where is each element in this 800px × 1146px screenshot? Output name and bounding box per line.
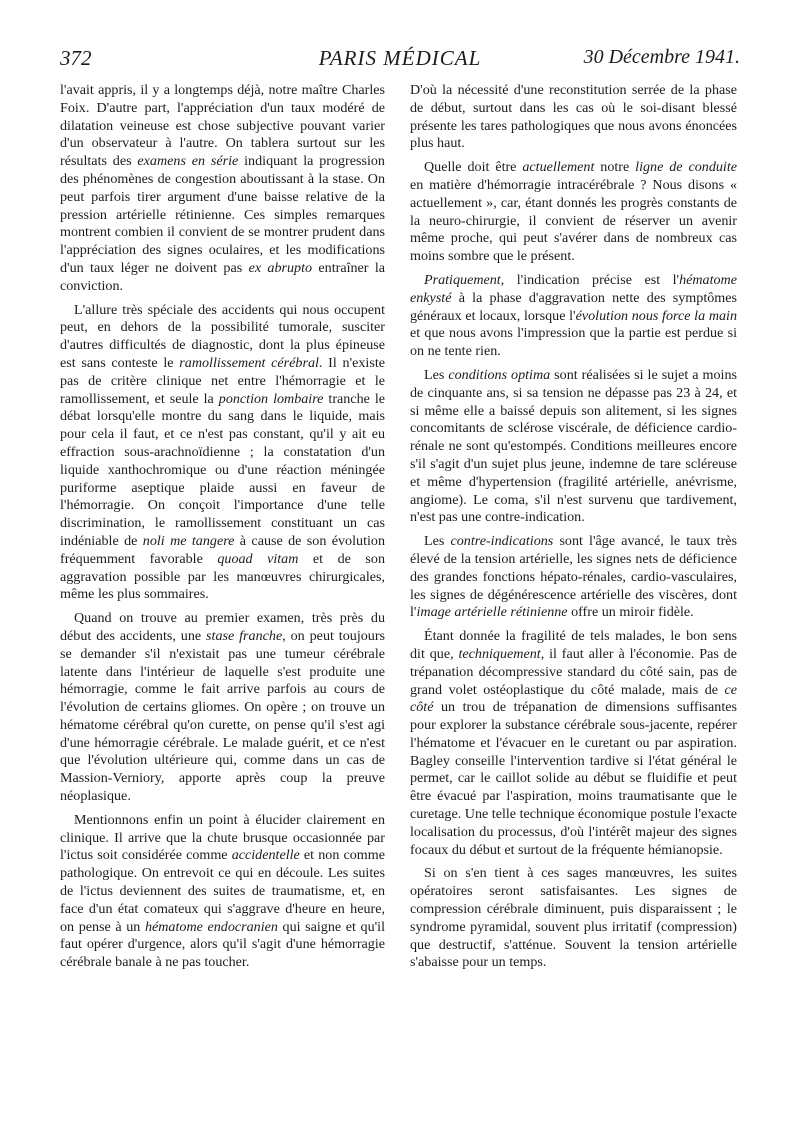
left-column <box>60 82 385 978</box>
running-header <box>60 46 740 74</box>
text-run-italic: examens en série <box>137 153 239 170</box>
paragraph <box>410 159 737 266</box>
text-run: un trou de trépanation de dimensions suffisantes pour explorer la substance cérébrale sous-jacente, repérer l'hématome et l'évacuer en le curetant ou par aspiration. Bagley conseille l'intervention tardive si l'état général le permet, car le caillot solide au début se fluidifie et peut être évacué par l'aspiration, moins traumatisante que le curetage. Une telle technique économique postule l'exacte localisation du processus, d'où l'intérêt majeur des signes focaux du début et surtout de la fréquente hémianopsie. <box>410 699 737 858</box>
text-run-italic: ex abrupto <box>248 259 313 276</box>
text-run-italic: contre-indications <box>450 533 554 550</box>
text-run-italic: accidentelle <box>231 847 300 864</box>
paragraph <box>410 533 737 622</box>
paragraph <box>60 302 385 605</box>
text-run: en matière d'hémorragie intracérébrale ? Nous disons « actuellement », car, étant donnés les progrès constants de la neuro-chirurgie, il convient de réserver un avenir même proche, qui peut s'avérer dans de nombreux cas moins sombre que le présent. <box>410 176 737 265</box>
text-run: . Il n'existe pas de critère clinique net entre l'hémorragie et le ramollissement, et seule la <box>60 354 385 407</box>
paragraph <box>410 865 737 972</box>
text-run: entraîner la conviction. <box>60 259 386 294</box>
paragraph <box>60 812 385 972</box>
text-run-italic: image artérielle rétinienne <box>416 604 568 621</box>
text-run: Si on s'en tient à ces sages manœuvres, les suites opératoires seront satisfaisantes. Les signes de compression cérébrale diminuent, puis disparaissent ; le syndrome pyramidal, souvent plus irritatif (compression) que destructif, s'atténue. Souvent la tension artérielle s'abaisse pour un temps. <box>410 865 737 971</box>
text-run-italic: Pratiquement <box>424 271 501 288</box>
text-run-italic: techniquement <box>458 645 541 662</box>
text-run: à cause de son évolution fréquemment favorable <box>60 532 385 567</box>
text-run-italic: noli me tangere <box>142 532 235 549</box>
paragraph <box>410 367 737 527</box>
text-run: , il faut aller à l'économie. Pas de trépanation décompressive standard du côté sain, pas de grand volet ostéoplastique du côté malade, mais de <box>410 645 737 698</box>
right-column <box>410 82 737 978</box>
page-number: 372 <box>60 46 92 70</box>
text-run-italic: évolution nous force la main <box>575 307 738 324</box>
text-run: sont réalisées si le sujet a moins de cinquante ans, si sa tension ne dépasse pas 23 à 24, et si même elle a baissé depuis son alitement, si les signes concomitants de sclérose viscérale, de déficience cardio-rénale ne sont qu'estompés. Conditions meilleures encore s'il s'agit d'un sujet plus jeune, indemne de tare scléreuse et même d'hypertension (fragilité artérielle, anévrisme, angiome). Le coma, s'il n'est survenu que tardivement, n'est pas une contre-indication. <box>410 366 738 526</box>
text-run: qui saigne et qu'il faut opérer d'urgence, alors qu'il s'agit d'une hémorragie cérébrale banale à ne pas toucher. <box>60 918 385 971</box>
text-run: , l'indication précise est l' <box>500 271 680 288</box>
paragraph <box>410 82 737 153</box>
text-run-italic: hématome enkysté <box>410 271 737 306</box>
text-run: Mentionnons enfin un point à élucider clairement en clinique. Il arrive que la chute brusque occasionnée par l'ictus soit considérée comme <box>60 811 385 864</box>
text-run: Les <box>424 366 449 383</box>
text-run: L'allure très spéciale des accidents qui nous occupent peut, en dehors de la possibilité tumorale, susciter d'autres difficultés de diagnostic, dont la plus épineuse est sans conteste le <box>60 301 385 371</box>
text-run: Quand on trouve au premier examen, très près du début des accidents, une <box>60 610 385 644</box>
text-run-italic: hématome endocranien <box>144 918 278 935</box>
paragraph <box>410 628 737 859</box>
paragraph <box>60 610 385 806</box>
journal-title: PARIS MÉDICAL <box>318 46 482 70</box>
text-run: notre <box>594 159 636 176</box>
text-run-italic: actuellement <box>522 159 595 176</box>
text-run: et que nous avons l'impression que la partie est perdue si on ne tente rien. <box>410 325 737 360</box>
paragraph <box>410 272 737 361</box>
text-run-italic: ponction lombaire <box>218 390 324 407</box>
text-run: à la phase d'aggravation nette des symptômes généraux et locaux, lorsque l' <box>410 289 737 324</box>
text-run: Quelle doit être <box>424 159 523 176</box>
text-run: Les <box>424 533 451 550</box>
text-run-italic: ligne de conduite <box>635 159 738 176</box>
text-run: offre un miroir fidèle. <box>567 604 694 621</box>
issue-date: 30 Décembre 1941. <box>583 46 740 68</box>
text-run: indiquant la progression des phénomènes de congestion aboutissant à la stase. On peut parfois tirer argument d'une baisse relative de la pression artérielle rétinienne. Ces simples remarques montrent combien il convient de se montrer prudent dans l'appréciation des signes oculaires, et les modifications d'un taux léger ne doivent pas <box>60 153 385 276</box>
text-run: Étant donnée la fragilité de tels malades, le bon sens dit que, <box>410 628 737 662</box>
text-run-italic: conditions optima <box>448 366 551 383</box>
paragraph <box>60 82 385 296</box>
text-run-italic: ramollissement cérébral <box>179 354 319 371</box>
text-run: et non comme pathologique. On entrevoit ce qui en découle. Les suites de l'ictus deviennent des suites de traumatisme, et, en face d'un état comateux qui s'aggrave d'heure en heure, on pense à un <box>60 847 385 935</box>
text-run: tranche le débat lorsqu'elle montre du sang dans le liquide, mais pour cela il faut, et ce n'est pas constant, qu'il y ait eu effraction sous-arachnoïdienne ; la constatation d'un liquide xanthochromique ou d'une réaction méningée puriforme aseptique plaide aussi en faveur de l'hémorragie. On conçoit l'importance d'une telle discrimination, le ramollissement constituant un cas indéniable de <box>60 390 385 549</box>
text-run: l'avait appris, il y a longtemps déjà, notre maître Charles Foix. D'autre part, l'appréciation d'un taux modéré de dilatation veineuse est chose subjective pouvant varier d'un observateur à l'autre. On tablera surtout sur les résultats des <box>60 82 385 170</box>
text-run: , on peut toujours se demander s'il n'existait pas une tumeur cérébrale latente dans l'intérieur de laquelle s'est produite une hémorragie, comme le fait arrive parfois au cours de l'évolution de certains gliomes. On opère ; on trouve un hématome cérébral qu'on curette, on pense qu'il s'est agi d'une hémorragie cérébrale. Le malade guérit, et ce n'est que l'évolution ultérieure qui, comme dans un cas de Massion-Verniory, apporte après coup la preuve néoplasique. <box>60 627 386 805</box>
text-run-italic: stase franche <box>206 627 283 644</box>
text-run: sont l'âge avancé, le taux très élevé de la tension artérielle, les signes nets de déficience des grandes fonctions hépato-rénales, cardio-vasculaires, les signes de dégénérescence artérielle des viscères, dont l' <box>410 533 738 621</box>
text-run: et de son aggravation possible par les manœuvres chirurgicales, même les plus sommaires. <box>60 550 385 603</box>
text-run-italic: ce côté <box>410 681 737 716</box>
text-run-italic: quoad vitam <box>217 550 299 567</box>
text-run: D'où la nécessité d'une reconstitution serrée de la phase de début, surtout dans les cas où le soi-disant blessé présente les tares pathologiques que nous avons énoncées plus haut. <box>410 82 737 152</box>
